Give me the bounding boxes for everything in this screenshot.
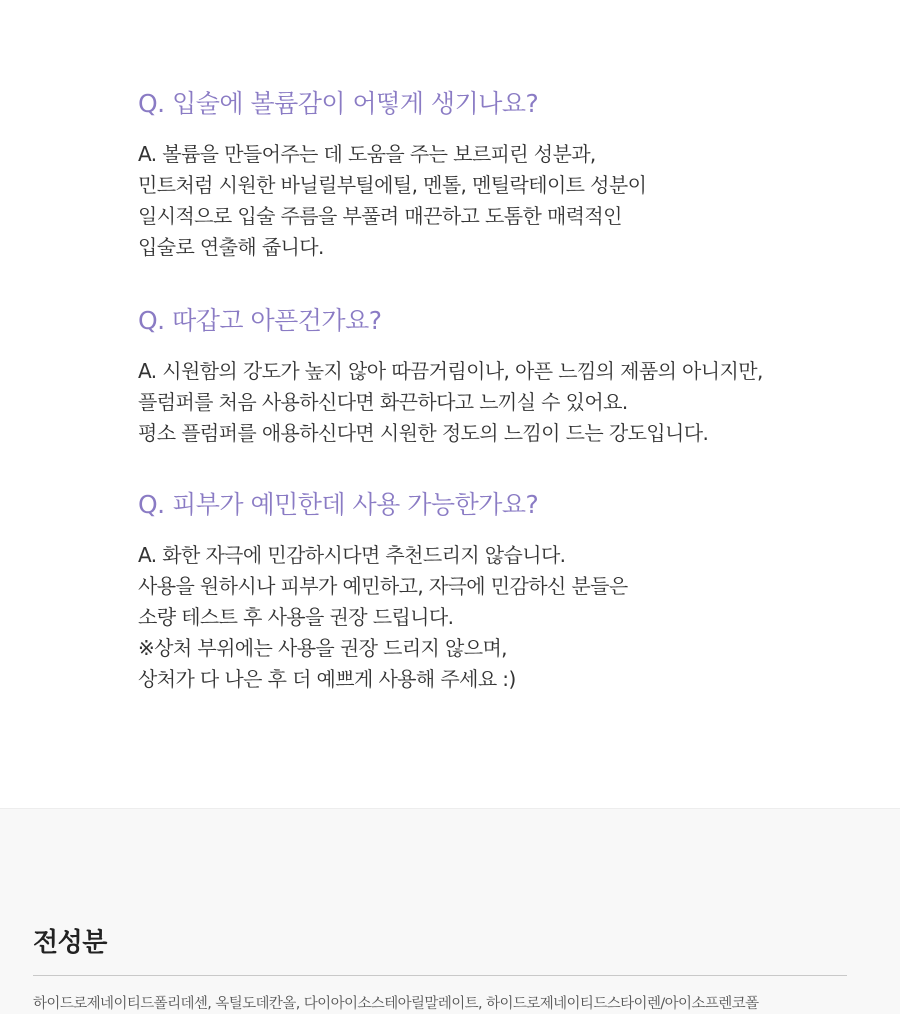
- ingredients-list: 하이드로제네이티드폴리데센, 옥틸도데칸올, 다이아이소스테아릴말레이트, 하이드로제네이티드스타이렌/아이소프렌코폴: [33, 996, 759, 1012]
- faq-question: Q. 입술에 볼륨감이 어떻게 생기나요?: [138, 89, 539, 118]
- faq-answer-line: 평소 플럼퍼를 애용하신다면 시원한 정도의 느낌이 드는 강도입니다.: [138, 421, 709, 445]
- ingredients-title: 전성분: [33, 928, 107, 958]
- faq-answer-line: 소량 테스트 후 사용을 권장 드립니다.: [138, 605, 454, 629]
- faq-answer-line: 사용을 원하시나 피부가 예민하고, 자극에 민감하신 분들은: [138, 574, 628, 598]
- faq-question: Q. 따갑고 아픈건가요?: [138, 306, 382, 335]
- faq-answer-line: A. 시원함의 강도가 높지 않아 따끔거림이나, 아픈 느낌의 제품의 아니지만,: [138, 359, 763, 383]
- faq-item-volume: [138, 88, 858, 263]
- faq-item-sensitive-skin: [138, 489, 858, 695]
- faq-answer: [138, 139, 858, 263]
- faq-answer-line: 입술로 연출해 줍니다.: [138, 235, 324, 259]
- ingredients-divider: [33, 975, 847, 976]
- faq-answer-line: A. 화한 자극에 민감하시다면 추천드리지 않습니다.: [138, 543, 566, 567]
- faq-answer-line: 민트처럼 시원한 바닐릴부틸에틸, 멘톨, 멘틸락테이트 성분이: [138, 173, 647, 197]
- faq-answer-line: 플럼퍼를 처음 사용하신다면 화끈하다고 느끼실 수 있어요.: [138, 390, 628, 414]
- ingredients-section: [0, 808, 900, 1014]
- faq-item-stinging: [138, 305, 858, 449]
- faq-answer-line: 상처가 다 나은 후 더 예쁘게 사용해 주세요 :): [138, 667, 516, 691]
- faq-answer-line: A. 볼륨을 만들어주는 데 도움을 주는 보르피린 성분과,: [138, 142, 596, 166]
- faq-answer-line: 일시적으로 입술 주름을 부풀려 매끈하고 도톰한 매력적인: [138, 204, 622, 228]
- faq-question: Q. 피부가 예민한데 사용 가능한가요?: [138, 490, 539, 519]
- faq-answer-line: ※상처 부위에는 사용을 권장 드리지 않으며,: [138, 636, 507, 660]
- faq-answer: [138, 540, 858, 695]
- faq-answer: [138, 356, 858, 449]
